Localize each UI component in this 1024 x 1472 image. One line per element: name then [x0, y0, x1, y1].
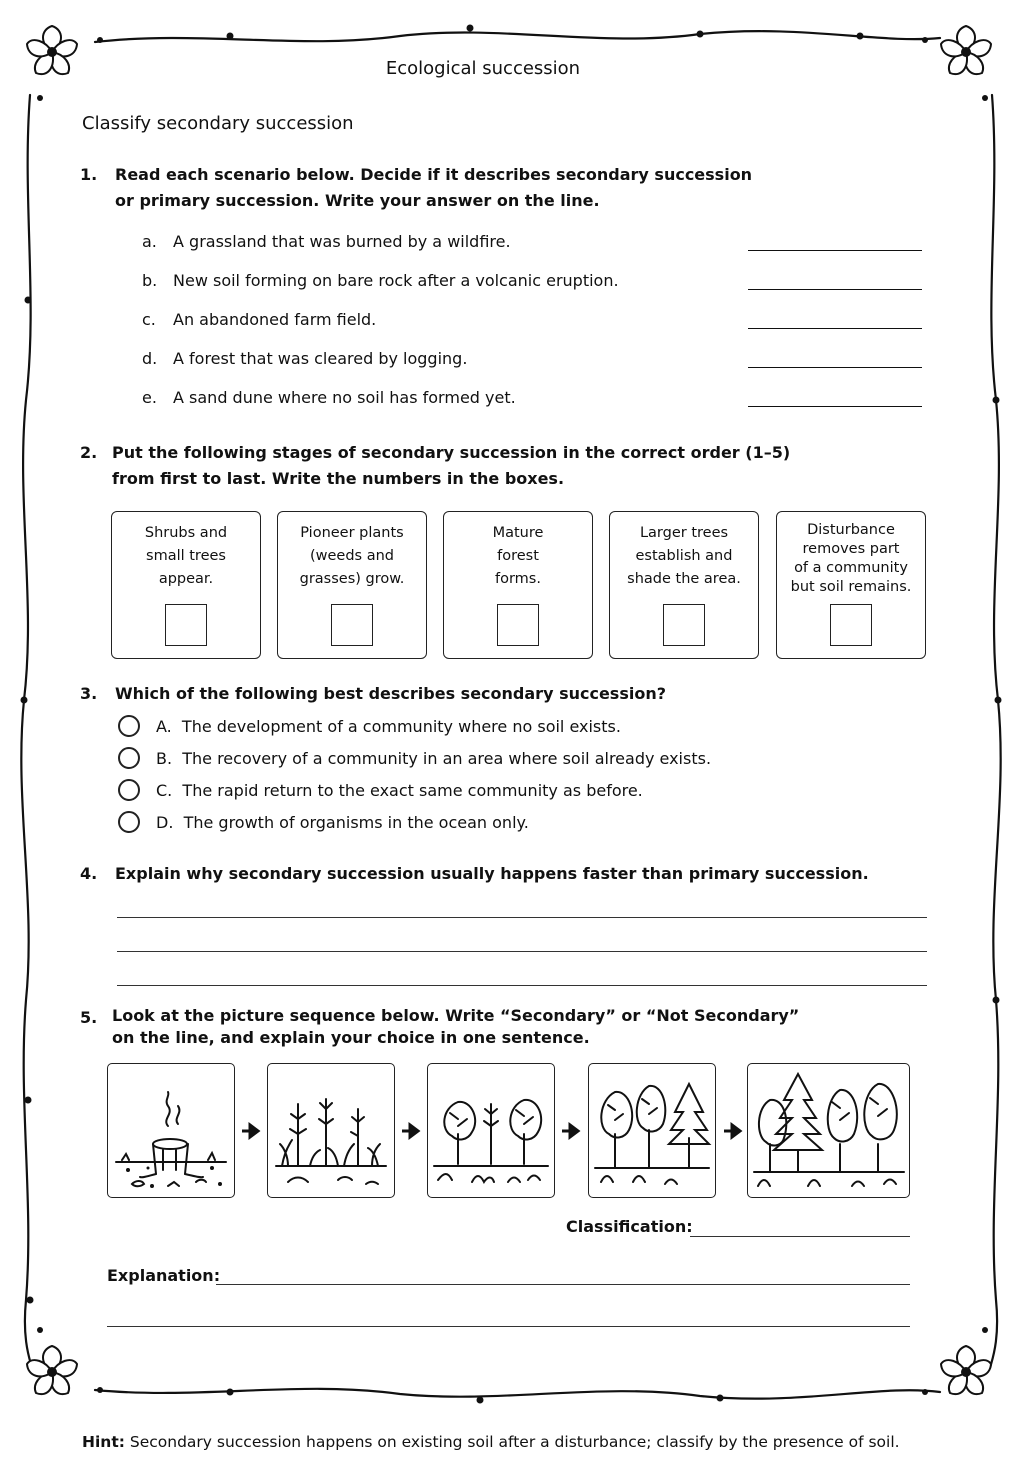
explanation-answer-line[interactable]: [216, 1284, 910, 1285]
hint-text: [82, 1433, 900, 1451]
q1-item-text: A forest that was cleared by logging.: [173, 349, 468, 368]
q1-item-letter: e.: [142, 388, 157, 407]
q5-number: 5.: [80, 1008, 98, 1027]
radio-option-b[interactable]: [118, 747, 140, 769]
hint-label: Hint:: [82, 1433, 125, 1451]
hint-body: Secondary succession happens on existing soil after a disturbance; classify by the presence of soil.: [124, 1433, 900, 1451]
stage-number-box[interactable]: [331, 604, 373, 646]
q1-answer-line[interactable]: [748, 328, 922, 329]
q1-item-letter: a.: [142, 232, 157, 251]
q4-answer-line[interactable]: [117, 985, 927, 986]
option-d-label: D. The growth of organisms in the ocean only.: [156, 813, 529, 832]
q1-number: 1.: [80, 165, 98, 184]
q1-item-letter: b.: [142, 271, 158, 290]
q1-answer-line[interactable]: [748, 367, 922, 368]
classification-answer-line[interactable]: [690, 1236, 910, 1237]
q1-item-letter: c.: [142, 310, 156, 329]
q4-number: 4.: [80, 864, 98, 883]
q1-answer-line[interactable]: [748, 406, 922, 407]
q5-prompt-line2: on the line, and explain your choice in one sentence.: [112, 1028, 590, 1047]
q3-prompt: Which of the following best describes secondary succession?: [115, 684, 666, 703]
stage-number-box[interactable]: [830, 604, 872, 646]
stage-number-box[interactable]: [497, 604, 539, 646]
q1-answer-line[interactable]: [748, 289, 922, 290]
tree-stump-icon: [108, 1064, 234, 1197]
stage-number-box[interactable]: [165, 604, 207, 646]
arrow-right-icon: [560, 1120, 582, 1142]
worksheet-subtitle: Classify secondary succession: [82, 113, 354, 134]
stage-card: [111, 511, 261, 659]
radio-option-a[interactable]: [118, 715, 140, 737]
q2-number: 2.: [80, 443, 98, 462]
q2-prompt-line1: Put the following stages of secondary succession in the correct order (1–5): [112, 443, 791, 462]
radio-option-c[interactable]: [118, 779, 140, 801]
classification-label: Classification:: [566, 1217, 693, 1236]
stage-text: Disturbance removes part of a community but soil remains.: [790, 522, 912, 595]
pioneer-plants-icon: [268, 1064, 394, 1197]
option-c-label: C. The rapid return to the exact same community as before.: [156, 781, 643, 800]
young-trees-icon: [589, 1064, 715, 1197]
mature-forest-icon: [748, 1064, 909, 1197]
q2-prompt-line2: from first to last. Write the numbers in the boxes.: [112, 469, 565, 488]
picture-panel: [427, 1063, 555, 1198]
stage-card: [609, 511, 759, 659]
option-b-label: B. The recovery of a community in an area where soil already exists.: [156, 749, 712, 768]
explanation-label: Explanation:: [107, 1266, 221, 1285]
q1-item-text: A grassland that was burned by a wildfire.: [173, 232, 511, 251]
q5-prompt-line1: Look at the picture sequence below. Write “Secondary” or “Not Secondary”: [112, 1006, 800, 1025]
picture-panel: [107, 1063, 235, 1198]
option-a-label: A. The development of a community where no soil exists.: [156, 717, 621, 736]
stage-card: [776, 511, 926, 659]
stage-number-box[interactable]: [663, 604, 705, 646]
stage-text: Mature forest forms.: [492, 525, 544, 587]
q3-number: 3.: [80, 684, 98, 703]
picture-panel: [588, 1063, 716, 1198]
stage-card: [277, 511, 427, 659]
stage-text: Larger trees establish and shade the area.: [627, 525, 741, 587]
q1-prompt-line2: or primary succession. Write your answer on the line.: [115, 191, 600, 210]
q4-answer-line[interactable]: [117, 917, 927, 918]
arrow-right-icon: [722, 1120, 744, 1142]
q1-item-text: A sand dune where no soil has formed yet.: [173, 388, 516, 407]
arrow-right-icon: [240, 1120, 262, 1142]
stage-text: Pioneer plants (weeds and grasses) grow.: [299, 525, 405, 587]
picture-panel: [267, 1063, 395, 1198]
radio-option-d[interactable]: [118, 811, 140, 833]
q1-item-text: An abandoned farm field.: [173, 310, 377, 329]
q4-answer-line[interactable]: [117, 951, 927, 952]
explanation-answer-line[interactable]: [107, 1326, 910, 1327]
q1-item-letter: d.: [142, 349, 158, 368]
picture-panel: [747, 1063, 910, 1198]
stage-card: [443, 511, 593, 659]
page-title: Ecological succession: [385, 58, 581, 79]
shrubs-icon: [428, 1064, 554, 1197]
q1-prompt-line1: Read each scenario below. Decide if it describes secondary succession: [115, 165, 753, 184]
q1-item-text: New soil forming on bare rock after a volcanic eruption.: [173, 271, 619, 290]
q4-prompt: Explain why secondary succession usually happens faster than primary succession.: [115, 864, 869, 883]
q1-answer-line[interactable]: [748, 250, 922, 251]
arrow-right-icon: [400, 1120, 422, 1142]
stage-text: Shrubs and small trees appear.: [144, 525, 228, 587]
